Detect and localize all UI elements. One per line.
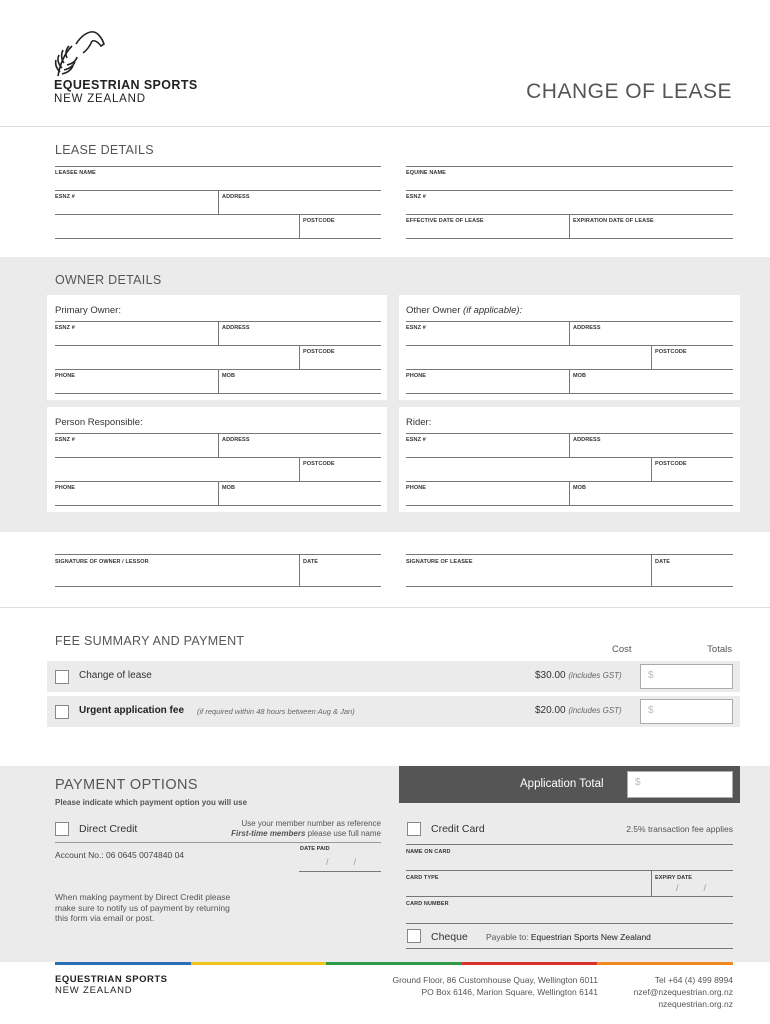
phone-mob-field[interactable] [406, 505, 733, 506]
date-paid-label: DATE PAID [300, 846, 330, 852]
divider [0, 607, 770, 608]
mob-label: MOB [573, 485, 587, 491]
fee-amount: $20.00 (includes GST) [535, 705, 622, 716]
fee-note: (if required within 48 hours between Aug & Jan) [197, 707, 355, 716]
credit-card-checkbox[interactable] [407, 822, 421, 836]
fee-label: Change of lease [79, 670, 152, 681]
esnz-address-field[interactable] [55, 457, 381, 458]
name-on-card-label: NAME ON CARD [406, 849, 451, 855]
section-subtitle: Please indicate which payment option you will use [55, 798, 248, 807]
name-on-card-field[interactable] [406, 870, 733, 871]
lessee-signature-field[interactable] [406, 586, 733, 587]
section-title: LEASE DETAILS [55, 143, 154, 157]
effective-date-label: EFFECTIVE DATE OF LEASE [406, 218, 484, 224]
postcode-label: POSTCODE [303, 349, 335, 355]
postcode-label: POSTCODE [303, 461, 335, 467]
other-owner-card [399, 295, 740, 400]
stripe-segment [55, 962, 191, 965]
footer-address: Ground Floor, 86 Customhouse Quay, Wellington 6011 PO Box 6146, Marion Square, Wellington 6141 [392, 975, 598, 997]
esnz-address-field[interactable] [406, 457, 733, 458]
address-label: ADDRESS [573, 325, 601, 331]
esnz-label: ESNZ # [406, 437, 426, 443]
change-of-lease-checkbox[interactable] [55, 670, 69, 684]
cheque-label: Cheque [431, 931, 468, 943]
card-number-field[interactable] [406, 923, 733, 924]
lessee-name-label: LEASEE NAME [55, 170, 96, 176]
address-label: ADDRESS [222, 437, 250, 443]
payment-options-section [0, 766, 770, 962]
cost-header: Cost [612, 644, 632, 655]
lease-dates-field[interactable] [406, 238, 733, 239]
fee-amount: $30.00 (includes GST) [535, 670, 622, 681]
expiration-date-label: EXPIRATION DATE OF LEASE [573, 218, 654, 224]
esnz-address-field[interactable] [55, 345, 381, 346]
footer-email[interactable]: nzef@nzequestrian.org.nz [633, 987, 733, 997]
mob-label: MOB [222, 485, 236, 491]
urgent-fee-checkbox[interactable] [55, 705, 69, 719]
esnz-label: ESNZ # [55, 437, 75, 443]
application-total-label: Application Total [520, 778, 604, 790]
stripe-segment [462, 962, 598, 965]
transaction-fee-note: 2.5% transaction fee applies [626, 824, 733, 834]
postcode-label: POSTCODE [303, 218, 335, 224]
esnz-logo-icon [54, 28, 108, 78]
reference-note: Use your member number as reference First-time members please use full name [231, 819, 381, 838]
phone-mob-field[interactable] [55, 505, 381, 506]
footer-org-line1: EQUESTRIAN SPORTS [55, 974, 168, 985]
lessee-date-label: DATE [655, 559, 670, 565]
footer-org-line2: NEW ZEALAND [55, 985, 133, 996]
change-of-lease-total-input[interactable]: $ [640, 664, 733, 689]
footer-contact [634, 974, 733, 1010]
footer-website[interactable]: nzequestrian.org.nz [658, 999, 733, 1009]
mob-label: MOB [573, 373, 587, 379]
address-label: ADDRESS [222, 325, 250, 331]
card-type-expiry-field[interactable] [406, 896, 733, 897]
section-title: FEE SUMMARY AND PAYMENT [55, 634, 245, 648]
direct-credit-checkbox[interactable] [55, 822, 69, 836]
footer-phone: Tel +64 (4) 499 8994 [654, 975, 733, 985]
card-title: Other Owner (if applicable): [406, 305, 523, 316]
cheque-checkbox[interactable] [407, 929, 421, 943]
application-total-input[interactable]: $ [627, 771, 733, 798]
owner-date-label: DATE [303, 559, 318, 565]
equine-name-field[interactable] [406, 190, 733, 191]
direct-credit-label: Direct Credit [79, 823, 138, 835]
fee-label: Urgent application fee [79, 705, 185, 716]
card-number-label: CARD NUMBER [406, 901, 449, 907]
address-label: ADDRESS [222, 194, 250, 200]
esnz-address-field[interactable] [55, 214, 381, 215]
postcode-label: POSTCODE [655, 349, 687, 355]
owner-signature-field[interactable] [55, 586, 381, 587]
credit-card-label: Credit Card [431, 823, 485, 835]
direct-credit-note: When making payment by Direct Credit please make sure to notify us of payment by returning this form via email or post. [55, 892, 231, 923]
application-total-bar [399, 766, 740, 803]
stripe-segment [191, 962, 327, 965]
phone-mob-field[interactable] [406, 393, 733, 394]
org-name-line2: NEW ZEALAND [54, 93, 146, 105]
divider [0, 126, 770, 127]
primary-owner-card [47, 295, 387, 400]
card-title: Primary Owner: [55, 305, 121, 316]
urgent-fee-total-input[interactable]: $ [640, 699, 733, 724]
stripe-segment [597, 962, 733, 965]
phone-mob-field[interactable] [55, 393, 381, 394]
org-name-line1: EQUESTRIAN SPORTS [54, 78, 198, 92]
lessee-signature-label: SIGNATURE OF LEASEE [406, 559, 473, 565]
address-postcode-field[interactable] [55, 238, 381, 239]
stripe-segment [326, 962, 462, 965]
expiry-slashes: / / [676, 883, 707, 893]
section-title: PAYMENT OPTIONS [55, 777, 198, 793]
phone-label: PHONE [55, 485, 76, 491]
color-stripe [55, 962, 733, 965]
date-paid-field[interactable] [299, 871, 381, 872]
fee-row [47, 696, 740, 727]
account-number: Account No.: 06 0645 0074840 04 [55, 850, 185, 860]
card-type-label: CARD TYPE [406, 875, 439, 881]
expiry-date-label: EXPIRY DATE [655, 875, 693, 881]
payable-to: Payable to: Equestrian Sports New Zealand [486, 932, 651, 942]
equine-name-label: EQUINE NAME [406, 170, 446, 176]
owner-details-section [0, 257, 770, 532]
card-title: Rider: [406, 417, 432, 428]
mob-label: MOB [222, 373, 236, 379]
card-title: Person Responsible: [55, 417, 143, 428]
postcode-label: POSTCODE [655, 461, 687, 467]
phone-label: PHONE [406, 373, 427, 379]
person-responsible-card [47, 407, 387, 512]
phone-label: PHONE [406, 485, 427, 491]
phone-label: PHONE [55, 373, 76, 379]
totals-header: Totals [707, 644, 732, 655]
date-paid-slashes: / / [326, 857, 357, 867]
fee-row [47, 661, 740, 692]
owner-signature-label: SIGNATURE OF OWNER / LESSOR [55, 559, 149, 565]
form-title: CHANGE OF LEASE [526, 80, 732, 103]
esnz-label: ESNZ # [55, 325, 75, 331]
address-label: ADDRESS [573, 437, 601, 443]
esnz-address-field[interactable] [406, 345, 733, 346]
rider-card [399, 407, 740, 512]
equine-esnz-label: ESNZ # [406, 194, 426, 200]
esnz-label: ESNZ # [406, 325, 426, 331]
section-title: OWNER DETAILS [55, 273, 162, 287]
esnz-label: ESNZ # [55, 194, 75, 200]
